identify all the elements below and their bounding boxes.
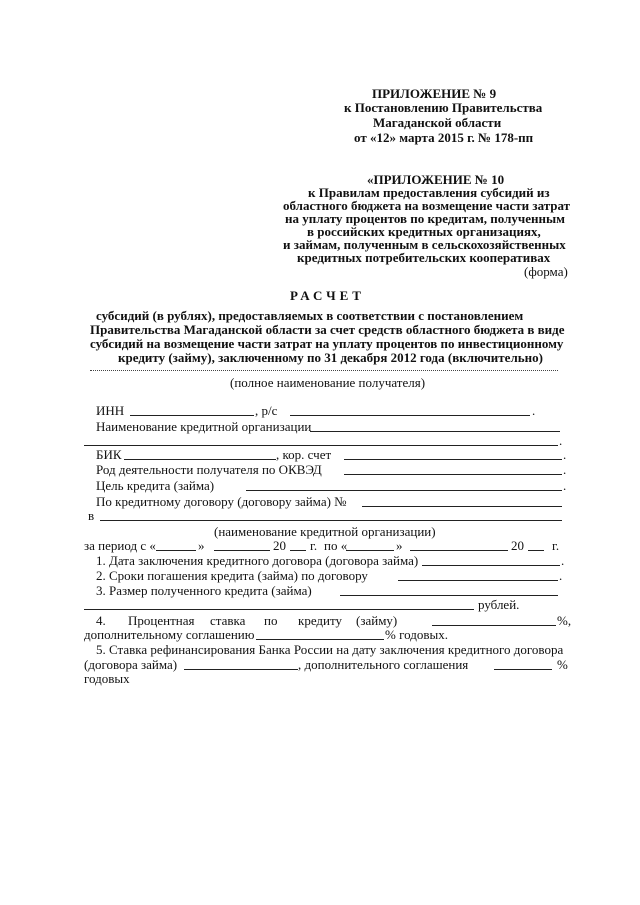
document-heading: РАСЧЕТ (290, 288, 365, 303)
purpose-label: Цель кредита (займа) (96, 478, 215, 493)
inn-field[interactable] (130, 415, 254, 416)
year-prefix: 20 (511, 538, 524, 553)
quote-close: » (198, 538, 205, 553)
item-4-rate-field[interactable] (432, 625, 556, 626)
year-prefix: 20 (273, 538, 286, 553)
item-5-line2b: , дополнительного соглашения (298, 657, 469, 672)
period-to-year[interactable] (528, 550, 544, 551)
item-4-word: Процентная (128, 613, 195, 628)
period-from-day[interactable] (156, 550, 196, 551)
punct: . (561, 553, 565, 568)
item-4-line2: дополнительному соглашению (84, 627, 255, 642)
appendix-10-line: на уплату процентов по кредитам, полученным (285, 211, 566, 226)
punct: . (559, 433, 563, 448)
item-1-label: 1. Дата заключения кредитного договора (договора займа) (96, 553, 419, 568)
kor-field[interactable] (344, 459, 562, 460)
punct: . (532, 403, 536, 418)
activity-label: Род деятельности получателя по ОКВЭД (96, 462, 322, 477)
item-3-label: 3. Размер полученного кредита (займа) (96, 583, 312, 598)
item-5-line1: 5. Ставка рефинансирования Банка России на дату заключения кредитного договора (96, 642, 564, 657)
bank-name-field[interactable] (310, 431, 560, 432)
item-3-field[interactable] (340, 595, 558, 596)
item-4-percent: %, (557, 613, 572, 628)
contract-label: По кредитному договору (договору займа) № (96, 494, 347, 509)
item-1-field[interactable] (422, 565, 560, 566)
period-to-label: по « (324, 538, 348, 553)
appendix-10-line: к Правилам предоставления субсидий из (308, 185, 550, 200)
period-to-month[interactable] (410, 550, 508, 551)
punct: . (559, 568, 563, 583)
contract-bank-field[interactable] (100, 520, 562, 521)
subheading-line: Правительства Магаданской области за счет средств областного бюджета в виде (90, 322, 565, 337)
kor-label: , кор. счет (276, 447, 332, 462)
appendix-10-line: кредитных потребительских кооперативах (297, 250, 551, 265)
subheading-line: кредиту (займу), заключенному по 31 декабря 2012 года (включительно) (118, 350, 543, 365)
bank-name-label: Наименование кредитной организации (96, 419, 312, 434)
period-from-month[interactable] (214, 550, 270, 551)
appendix-10-line: областного бюджета на возмещение части затрат (283, 198, 571, 213)
punct: . (563, 462, 567, 477)
item-4-word: по (264, 613, 278, 628)
inn-label: ИНН (96, 403, 125, 418)
appendix-9-line: Магаданской области (373, 115, 502, 130)
activity-field[interactable] (344, 474, 562, 475)
year-suffix: г. (310, 538, 318, 553)
period-to-day[interactable] (346, 550, 394, 551)
rs-field[interactable] (290, 415, 530, 416)
subheading-line: субсидий на возмещение части затрат на уплату процентов по инвестиционному (90, 336, 564, 351)
rs-label: , р/с (255, 403, 278, 418)
punct: . (563, 478, 567, 493)
bik-label: БИК (96, 447, 122, 462)
appendix-9-line: к Постановлению Правительства (344, 100, 543, 115)
purpose-field[interactable] (246, 490, 562, 491)
item-5-line2a: (договора займа) (84, 657, 178, 672)
item-4-agreement-rate-field[interactable] (256, 639, 384, 640)
item-3-field-cont[interactable] (84, 609, 474, 610)
contract-number-field[interactable] (362, 506, 562, 507)
appendix-9-title: ПРИЛОЖЕНИЕ № 9 (372, 86, 497, 101)
item-4-word: (займу) (356, 613, 398, 628)
recipient-name-line[interactable] (90, 370, 558, 371)
appendix-10-line: и займам, полученным в сельскохозяйственных (283, 237, 566, 252)
rubles-label: рублей. (478, 597, 520, 612)
bank-caption: (наименование кредитной организации) (214, 524, 436, 539)
item-5-percent: % (557, 657, 568, 672)
form-label: (форма) (524, 264, 568, 279)
item-4-word: кредиту (298, 613, 342, 628)
item-5-contract-rate-field[interactable] (184, 669, 298, 670)
period-from-label: за период с « (84, 538, 156, 553)
appendix-9-date: от «12» марта 2015 г. № 178-пп (354, 130, 534, 145)
item-5-line3: годовых (84, 671, 130, 686)
item-4-word: ставка (210, 613, 246, 628)
year-suffix: г. (552, 538, 560, 553)
appendix-10-title: «ПРИЛОЖЕНИЕ № 10 (367, 172, 505, 187)
item-2-label: 2. Сроки погашения кредита (займа) по договору (96, 568, 368, 583)
in-label: в (88, 508, 95, 523)
item-4-line2-tail: % годовых. (385, 627, 448, 642)
item-5-agreement-rate-field[interactable] (494, 669, 552, 670)
punct: . (563, 447, 567, 462)
appendix-10-line: в российских кредитных организациях, (307, 224, 541, 239)
item-2-field[interactable] (398, 580, 558, 581)
recipient-caption: (полное наименование получателя) (230, 375, 426, 390)
bank-name-field-cont[interactable] (84, 445, 558, 446)
period-from-year[interactable] (290, 550, 306, 551)
quote-close: » (396, 538, 403, 553)
subheading-line: субсидий (в рублях), предоставляемых в соответствии с постановлением (96, 308, 524, 323)
bik-field[interactable] (124, 459, 276, 460)
item-4-number: 4. (96, 613, 106, 628)
